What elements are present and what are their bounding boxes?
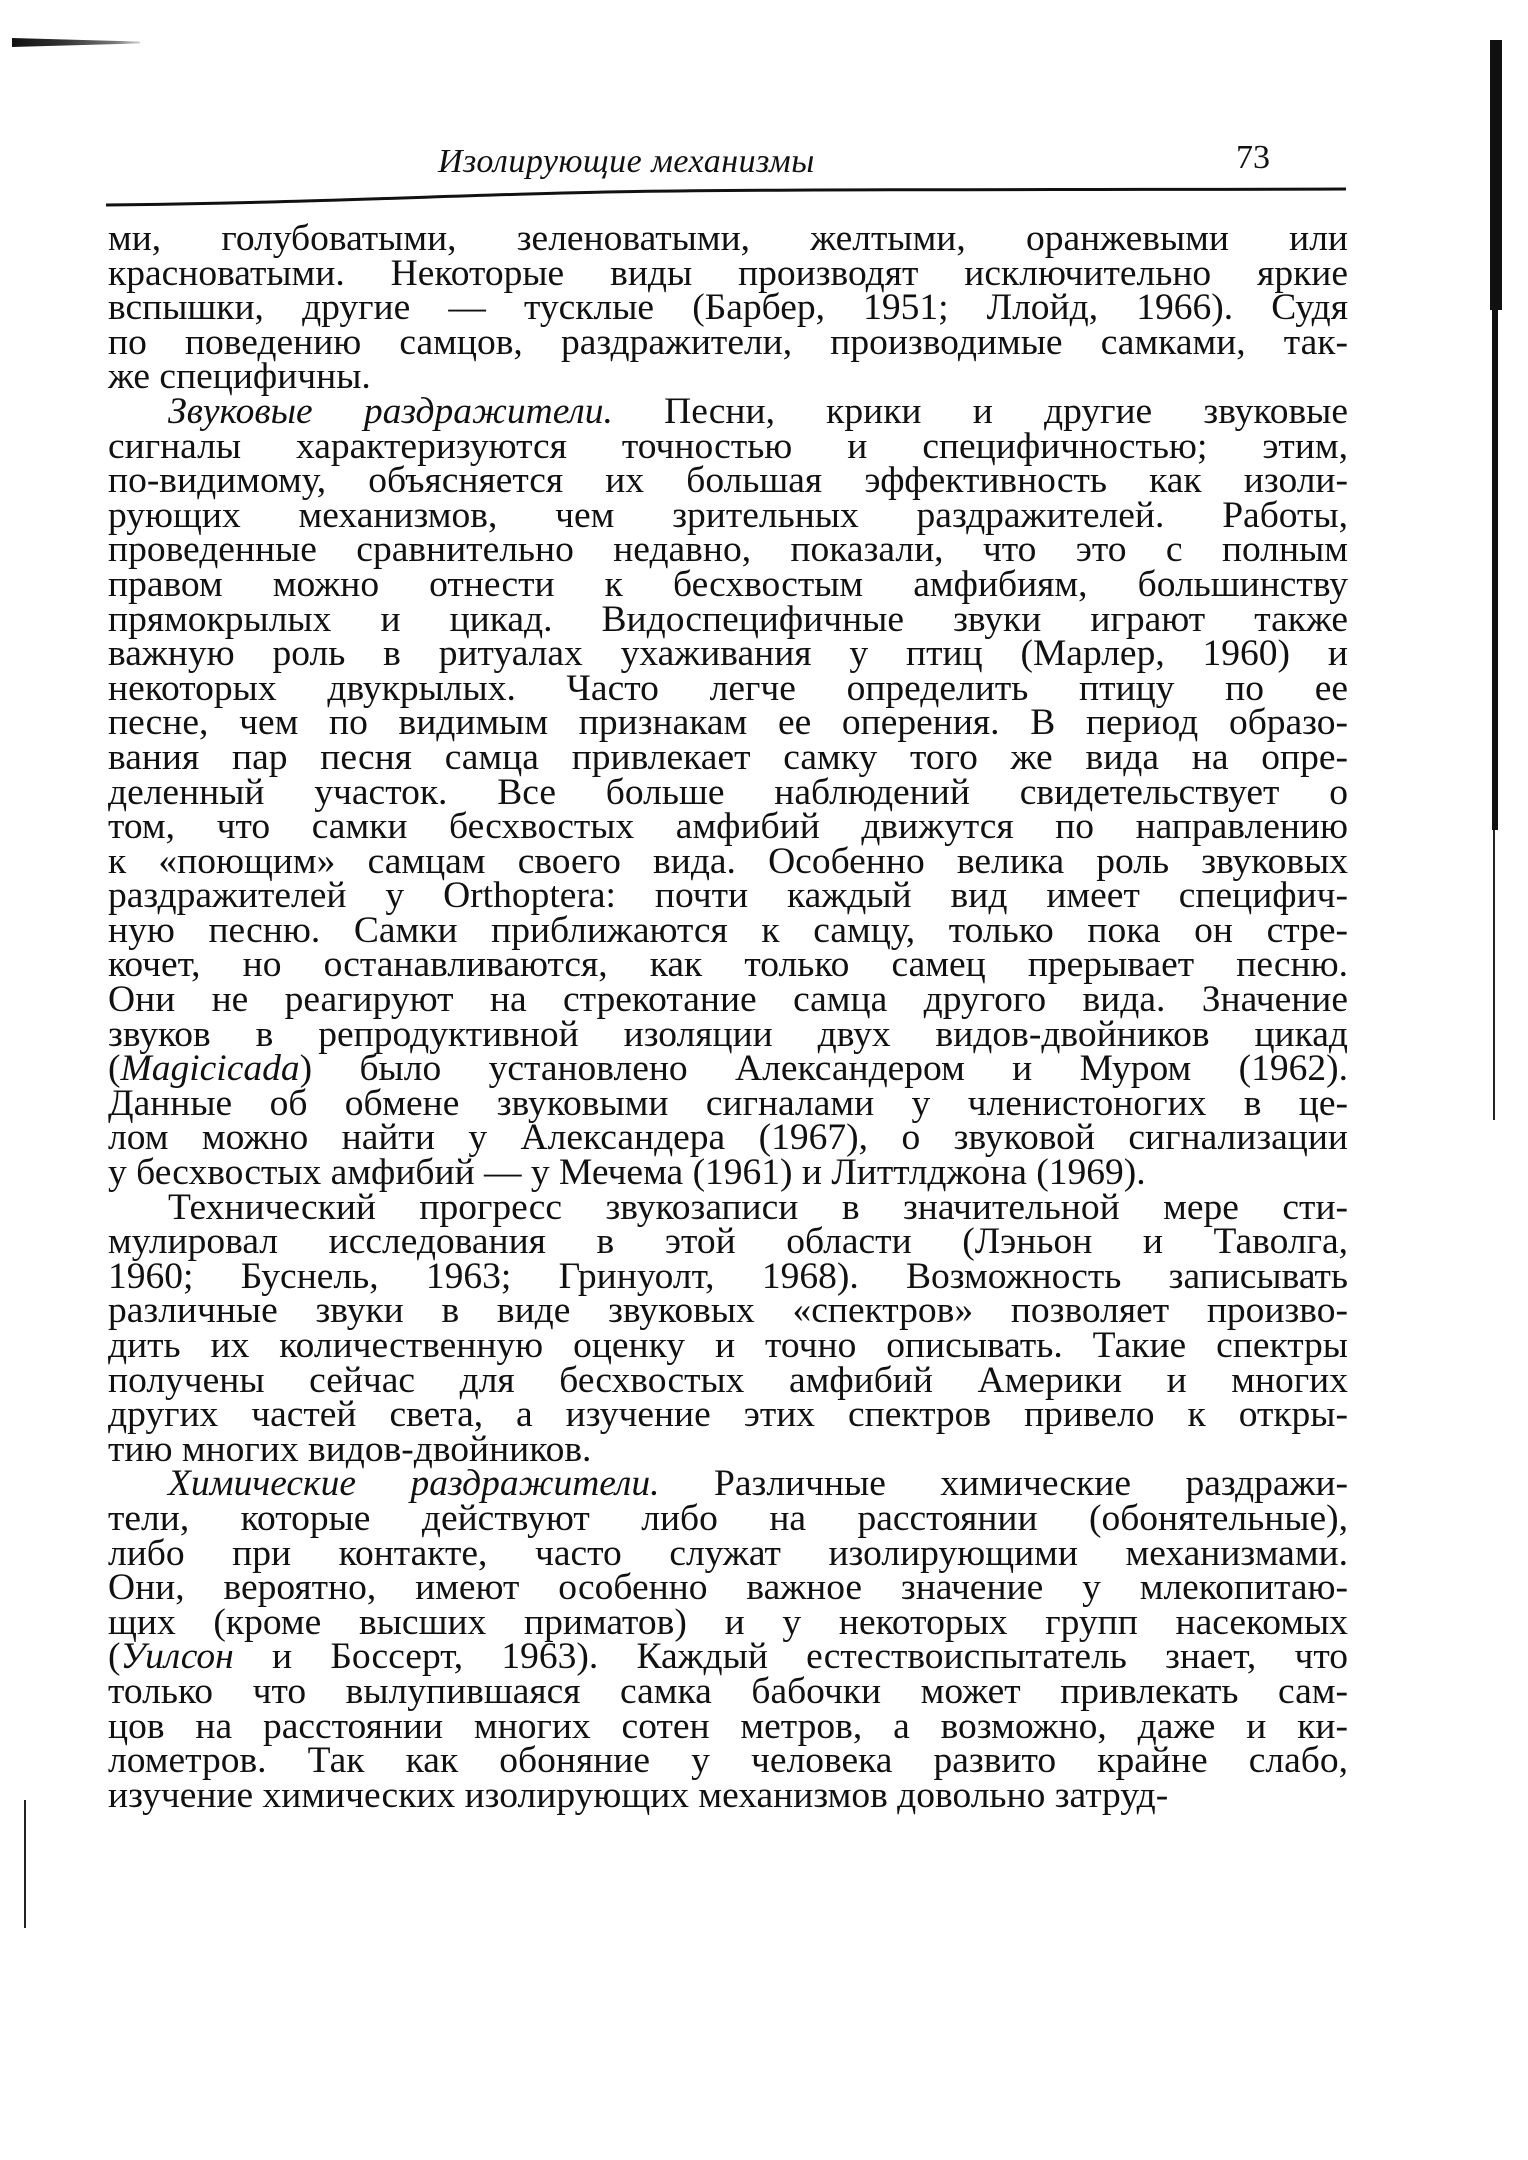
text-segment: звуков в репродуктивной изоляции двух видов-двойников цикад [108, 1013, 1348, 1055]
text-segment: щих (кроме высших приматов) и у некоторых групп насекомых [108, 1601, 1348, 1643]
running-title: Изолирующие механизмы [438, 143, 815, 180]
text-segment: по поведению самцов, раздражители, производимые самками, так- [108, 321, 1348, 363]
text-segment: цов на расстоянии многих сотен метров, а возможно, даже и ки- [108, 1705, 1348, 1747]
text-segment: ) было установлено Александером и Муром (1962). [299, 1048, 1348, 1090]
text-segment: лом можно найти у Александера (1967), о звуковой сигнализации [108, 1117, 1348, 1159]
text-line [108, 667, 1348, 709]
text-segment: Они, вероятно, имеют особенно важное значение у млекопитаю- [108, 1567, 1348, 1609]
text-segment: у бесхвостых амфибий — у Мечема (1961) и Литтлджона (1969). [108, 1152, 1146, 1194]
text-line [108, 252, 1348, 294]
text-line [108, 944, 1348, 986]
text-segment: ( [108, 1636, 121, 1678]
text-line [108, 806, 1348, 848]
text-line [108, 1359, 1348, 1401]
text-line [108, 702, 1348, 744]
italic-term: Звуковые раздражители. [168, 390, 613, 432]
text-line [108, 1186, 1348, 1228]
text-line [108, 1428, 1348, 1470]
text-line [108, 1532, 1348, 1574]
text-line [108, 1497, 1348, 1539]
scan-edge-right [1490, 40, 1502, 310]
text-line [108, 598, 1348, 640]
text-segment: различные звуки в виде звуковых «спектров» позволяет произво- [108, 1290, 1348, 1332]
text-line [108, 1325, 1348, 1366]
text-line [108, 356, 1348, 398]
text-line [108, 633, 1348, 675]
text-line [108, 563, 1348, 605]
body-text [108, 218, 1348, 1816]
text-segment: сигналы характеризуются точностью и специфичностью; этим, [108, 425, 1348, 467]
text-line [108, 1740, 1348, 1782]
text-segment: Они не реагируют на стрекотание самца другого вида. Значение [108, 979, 1348, 1021]
italic-term: Уилсон [120, 1636, 234, 1678]
text-segment: ми, голубоватыми, зеленоватыми, желтыми, оранжевыми или [108, 218, 1348, 259]
text-line [108, 390, 1348, 432]
text-segment: либо при контакте, часто служат изолирующими механизмами. [108, 1532, 1348, 1574]
text-segment: вспышки, другие — тусклые (Барбер, 1951; Ллойд, 1966). Судя [108, 287, 1348, 329]
text-segment: важную роль в ритуалах ухаживания у птиц (Марлер, 1960) и [108, 633, 1348, 675]
text-segment: Данные об обмене звуковыми сигналами у членистоногих в це- [108, 1082, 1348, 1124]
text-segment: кочет, но останавливаются, как только самец прерывает песню. [108, 944, 1348, 986]
text-segment: прямокрылых и цикад. Видоспецифичные звуки играют также [108, 598, 1348, 640]
text-segment: проведенные сравнительно недавно, показали, что это с полным [108, 529, 1348, 571]
text-line [108, 494, 1348, 536]
text-line [108, 771, 1348, 813]
text-line [108, 1255, 1348, 1297]
text-line [108, 321, 1348, 363]
text-line [108, 1636, 1348, 1678]
text-line [108, 460, 1348, 502]
text-segment: и Боссерт, 1963). Каждый естествоиспытатель знает, что [233, 1636, 1348, 1678]
text-segment: тию многих видов-двойников. [108, 1428, 592, 1470]
text-segment: правом можно отнести к бесхвостым амфибиям, большинству [108, 563, 1348, 605]
text-segment: получены сейчас для бесхвостых амфибий Америки и многих [108, 1359, 1348, 1401]
text-segment: рующих механизмов, чем зрительных раздражителей. Работы, [108, 494, 1348, 536]
text-line [108, 1048, 1348, 1090]
text-line [108, 1705, 1348, 1747]
text-segment: некоторых двукрылых. Часто легче определить птицу по ее [108, 667, 1348, 709]
text-line [108, 287, 1348, 329]
text-line [108, 909, 1348, 951]
text-line [108, 1394, 1348, 1436]
text-line [108, 529, 1348, 571]
text-segment: красноватыми. Некоторые виды производят исключительно яркие [108, 252, 1348, 294]
text-segment: деленный участок. Все больше наблюдений свидетельствует о [108, 771, 1348, 813]
text-segment: к «поющим» самцам своего вида. Особенно велика роль звуковых [108, 840, 1348, 882]
text-line [108, 218, 1348, 259]
text-segment: 1960; Буснель, 1963; Гринуолт, 1968). Возможность записывать [108, 1255, 1348, 1297]
scan-edge-right [1493, 830, 1495, 1120]
text-line [108, 1082, 1348, 1124]
text-segment: ( [108, 1048, 121, 1090]
text-segment: Различные химические раздражи- [659, 1463, 1348, 1505]
page-header [106, 135, 1346, 215]
text-segment: изучение химических изолирующих механизмов довольно затруд- [108, 1774, 1169, 1816]
page-number: 73 [1236, 139, 1270, 176]
italic-term: Magicicada [120, 1048, 300, 1090]
text-line [108, 1670, 1348, 1712]
text-line [108, 1567, 1348, 1609]
text-line [108, 425, 1348, 467]
text-segment: только что вылупившаяся самка бабочки может привлекать сам- [108, 1670, 1348, 1712]
text-segment: ную песню. Самки приближаются к самцу, только пока он стре- [108, 909, 1348, 951]
scan-artifact-top [12, 38, 140, 47]
text-segment: по-видимому, объясняется их большая эффективность как изоли- [108, 460, 1348, 502]
header-rule [106, 185, 1346, 209]
text-line [108, 1601, 1348, 1643]
text-segment: Песни, крики и другие звуковые [612, 390, 1348, 432]
text-segment: мулировал исследования в этой области (Лэньон и Таволга, [108, 1221, 1348, 1263]
text-line [108, 1117, 1348, 1159]
text-segment: Технический прогресс звукозаписи в значительной мере сти- [168, 1186, 1348, 1228]
text-line [108, 1013, 1348, 1055]
text-line [108, 1463, 1348, 1505]
text-line [108, 736, 1348, 778]
text-segment: тели, которые действуют либо на расстоянии (обонятельные), [108, 1497, 1348, 1539]
text-segment: других частей света, а изучение этих спектров привело к откры- [108, 1394, 1348, 1436]
text-line [108, 979, 1348, 1021]
text-line [108, 875, 1348, 917]
text-segment: раздражителей у Orthoptera: почти каждый вид имеет специфич- [108, 875, 1348, 917]
text-segment: песне, чем по видимым признакам ее оперения. В период образо- [108, 702, 1348, 744]
text-segment: же специфичны. [108, 356, 371, 398]
text-segment: лометров. Так как обоняние у человека развито крайне слабо, [108, 1740, 1348, 1782]
text-segment: вания пар песня самца привлекает самку того же вида на опре- [108, 736, 1348, 778]
italic-term: Химические раздражители. [168, 1463, 660, 1505]
text-line [108, 1221, 1348, 1263]
text-segment: том, что самки бесхвостых амфибий движутся по направлению [108, 806, 1348, 848]
text-segment: дить их количественную оценку и точно описывать. Такие спектры [108, 1325, 1348, 1366]
text-line [108, 1774, 1348, 1816]
scan-edge-left [24, 1800, 26, 1928]
text-line [108, 840, 1348, 882]
scan-edge-right [1492, 310, 1498, 830]
text-line [108, 1290, 1348, 1332]
text-line [108, 1152, 1348, 1194]
